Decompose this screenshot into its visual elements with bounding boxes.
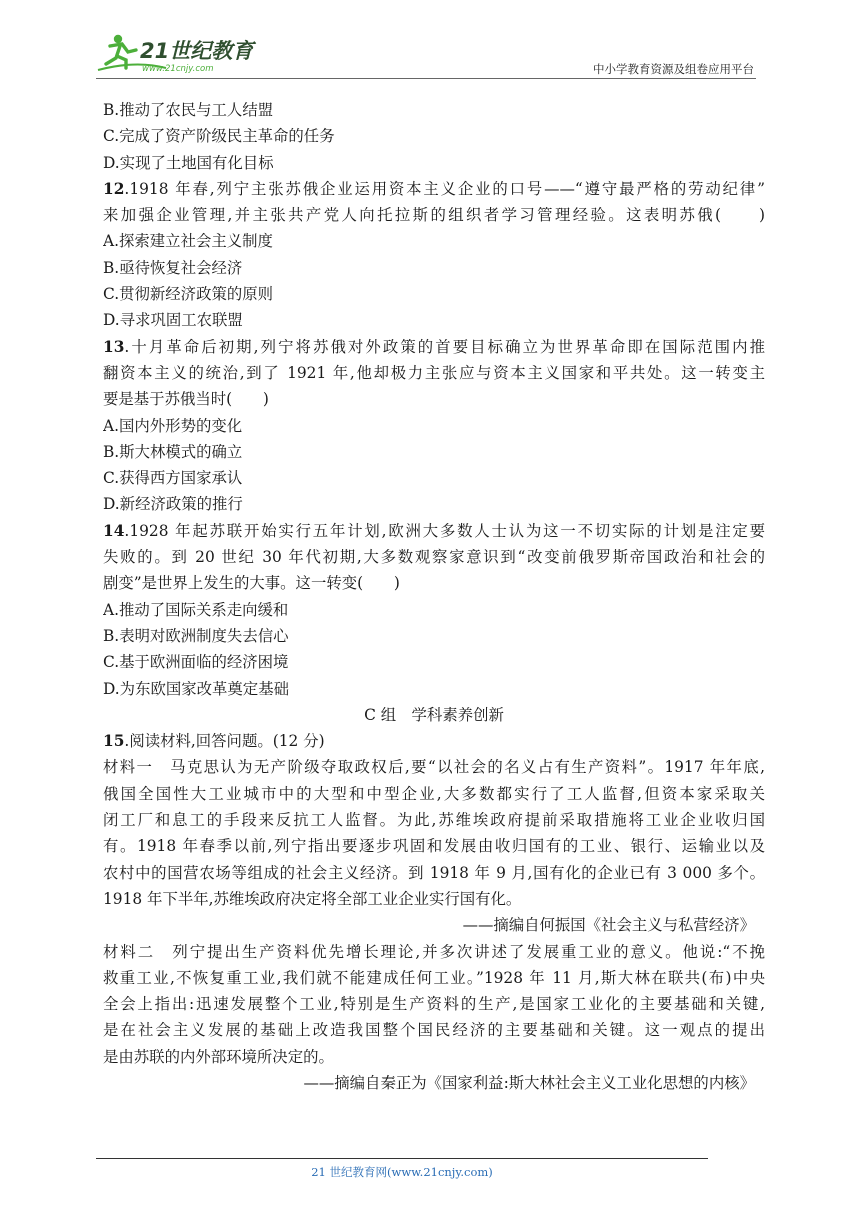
q14-stem-line2: 失败的。到 20 世纪 30 年代初期,大多数观察家意识到“改变前俄罗斯帝国政治和社会的 — [103, 548, 765, 567]
platform-label: 中小学教育资源及组卷应用平台 — [593, 62, 754, 76]
q13-number: 13 — [103, 337, 125, 356]
material2-line3: 全会上指出:迅速发展整个工业,特别是生产资料的生产,是国家工业化的主要基础和关键, — [103, 995, 765, 1014]
q15-stem: 15.阅读材料,回答问题。(12 分) — [103, 732, 325, 751]
q13-option-b: B.斯大林模式的确立 — [103, 442, 243, 461]
material1-line3: 闭工厂和息工的手段来反抗工人监督。为此,苏维埃政府提前采取措施将工业企业收归国 — [103, 811, 765, 830]
q12-option-b: B.亟待恢复社会经济 — [103, 258, 243, 277]
material2-source: ——摘编自秦正为《国家利益:斯大林社会主义工业化思想的内核》 — [303, 1073, 755, 1092]
q14-option-c: C.基于欧洲面临的经济困境 — [103, 653, 289, 672]
q14-stem-line3: 剧变”是世界上发生的大事。这一转变( ) — [103, 574, 400, 593]
q12-option-c: C.贯彻新经济政策的原则 — [103, 285, 274, 304]
q11-option-d: D.实现了土地国有化目标 — [103, 153, 274, 172]
q12-stem-line1: 12.1918 年春,列宁主张苏俄企业运用资本主义企业的口号——“遵守最严格的劳动纪律” — [103, 179, 765, 198]
q11-option-b: B.推动了农民与工人结盟 — [103, 101, 274, 119]
q14-stem-line1: 14.1928 年起苏联开始实行五年计划,欧洲大多数人士认为这一不切实际的计划是注定要 — [103, 521, 765, 540]
q14-option-a: A.推动了国际关系走向缓和 — [103, 600, 289, 619]
material2-line2: 救重工业,不恢复重工业,我们就不能建成任何工业。”1928 年 11 月,斯大林在联共(布)中央 — [103, 968, 765, 987]
q13-stem-line1: 13.十月革命后初期,列宁将苏俄对外政策的首要目标确立为世界革命即在国际范围内推 — [103, 337, 765, 356]
q13-option-a: A.国内外形势的变化 — [103, 416, 243, 435]
logo-text: 21世纪教育 — [140, 39, 254, 63]
q12-stem-line2: 来加强企业管理,并主张共产党人向托拉斯的组织者学习管理经验。这表明苏俄( ) — [103, 206, 765, 225]
material1-line6: 1918 年下半年,苏维埃政府决定将全部工业企业实行国有化。 — [103, 889, 522, 908]
q12-option-d: D.寻求巩固工农联盟 — [103, 311, 243, 330]
material1-line4: 有。1918 年春季以前,列宁指出要逐步巩固和发展由收归国有的工业、银行、运输业以及 — [103, 837, 765, 856]
q13-stem-line3: 要是基于苏俄当时( ) — [103, 390, 269, 409]
q13-option-c: C.获得西方国家承认 — [103, 469, 243, 488]
page-header — [96, 30, 756, 80]
header-divider — [96, 78, 756, 79]
logo-21cnjy — [96, 30, 266, 78]
q11-option-c: C.完成了资产阶级民主革命的任务 — [103, 127, 335, 146]
q14-option-b: B.表明对欧洲制度失去信心 — [103, 626, 289, 645]
document-body — [103, 97, 765, 1096]
q12-option-a: A.探索建立社会主义制度 — [103, 232, 273, 251]
material1-source: ——摘编自何振国《社会主义与私营经济》 — [462, 916, 755, 935]
material1-line1: 材料一 马克思认为无产阶级夺取政权后,要“以社会的名义占有生产资料”。1917 年年底, — [103, 758, 765, 777]
footer-text: 21 世纪教育网(www.21cnjy.com) — [311, 1165, 493, 1179]
material2-line1: 材料二 列宁提出生产资料优先增长理论,并多次讲述了发展重工业的意义。他说:“不挽 — [103, 942, 765, 961]
section-heading: C 组 学科素养创新 — [364, 705, 504, 724]
q15-number: 15 — [103, 732, 125, 751]
material1-line2: 俄国全国性大工业城市中的大型和中型企业,大多数都实行了工人监督,但资本家采取关 — [103, 784, 765, 803]
q13-stem-line2: 翻资本主义的统治,到了 1921 年,他却极力主张应与资本主义国家和平共处。这一转变主 — [103, 363, 765, 382]
footer-divider — [96, 1158, 708, 1159]
material2-line4: 是在社会主义发展的基础上改造我国整个国民经济的主要基础和关键。这一观点的提出 — [103, 1021, 765, 1040]
q14-number: 14 — [103, 521, 125, 540]
logo-url: www.21cnjy.com — [142, 64, 214, 74]
q14-option-d: D.为东欧国家改革奠定基础 — [103, 679, 289, 698]
q13-option-d: D.新经济政策的推行 — [103, 495, 243, 514]
material1-line5: 农村中的国营农场等组成的社会主义经济。到 1918 年 9 月,国有化的企业已有 3 000 多个。 — [103, 863, 765, 882]
q12-number: 12 — [103, 179, 125, 198]
material2-line5: 是由苏联的内外部环境所决定的。 — [103, 1047, 334, 1066]
